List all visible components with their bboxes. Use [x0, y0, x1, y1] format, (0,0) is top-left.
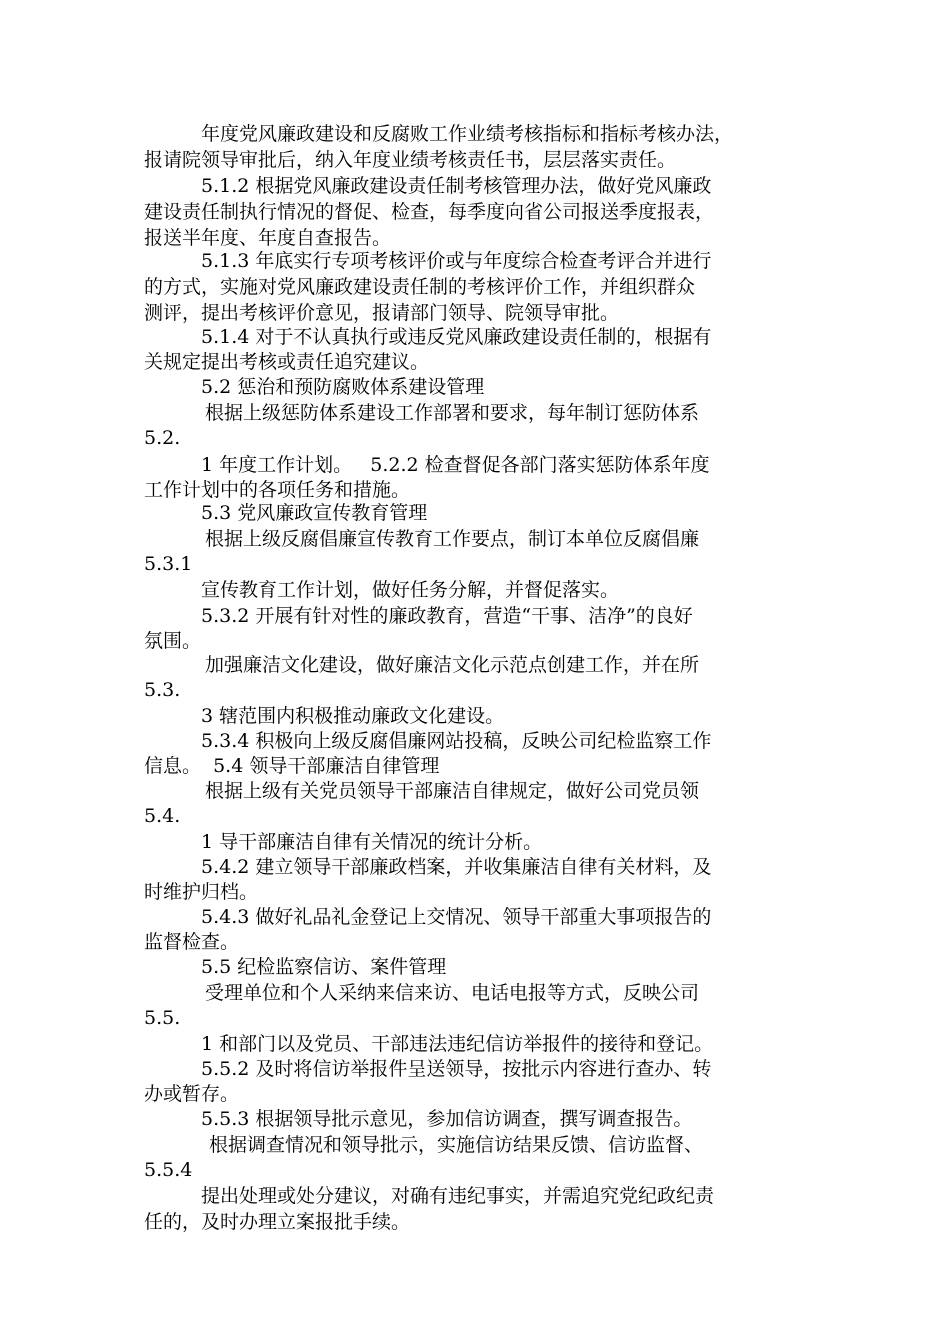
- text-line: 5.1.2 根据党风廉政建设责任制考核管理办法，做好党风廉政: [201, 175, 712, 197]
- text-line: 5.3.4 积极向上级反腐倡廉网站投稿，反映公司纪检监察工作: [201, 730, 712, 752]
- text-line: 加强廉洁文化建设，做好廉洁文化示范点创建工作，并在所: [205, 654, 700, 676]
- text-line: 测评，提出考核评价意见，报请部门领导、院领导审批。: [144, 302, 620, 324]
- text-line: 1 和部门以及党员、干部违法违纪信访举报件的接待和登记。: [201, 1033, 714, 1055]
- text-line: 提出处理或处分建议，对确有违纪事实，并需追究党纪政纪责: [201, 1185, 715, 1207]
- text-line: 根据调查情况和领导批示，实施信访结果反馈、信访监督、: [209, 1134, 704, 1156]
- text-line: 1 导干部廉洁自律有关情况的统计分析。: [201, 831, 543, 853]
- text-line: 根据上级反腐倡廉宣传教育工作要点，制订本单位反腐倡廉: [205, 528, 700, 550]
- text-line: 5.5.3 根据领导批示意见，参加信访调查，撰写调查报告。: [201, 1108, 693, 1130]
- text-line: 时维护归档。: [144, 881, 259, 903]
- text-line: 3 辖范围内积极推动廉政文化建设。: [201, 705, 505, 727]
- clause-number: 5.2.: [144, 427, 181, 449]
- section-heading: 5.3 党风廉政宣传教育管理: [201, 502, 428, 524]
- clause-number: 5.4.: [144, 805, 181, 827]
- text-line: 的方式，实施对党风廉政建设责任制的考核评价工作，并组织群众: [144, 276, 696, 298]
- text-line: 5.4.2 建立领导干部廉政档案，并收集廉洁自律有关材料，及: [201, 856, 712, 878]
- section-heading: 5.5 纪检监察信访、案件管理: [201, 956, 447, 978]
- text-line: 任的，及时办理立案报批手续。: [144, 1211, 411, 1233]
- section-heading: 5.2 惩治和预防腐败体系建设管理: [201, 376, 485, 398]
- text-line: 5.3.2 开展有针对性的廉政教育，营造“干事、洁净”的良好: [201, 605, 693, 627]
- text-line: 年度党风廉政建设和反腐败工作业绩考核指标和指标考核办法，: [201, 123, 734, 145]
- text-line: 办或暂存。: [144, 1083, 240, 1105]
- text-line: 氛围。: [144, 630, 202, 652]
- text-line: 5.5.2 及时将信访举报件呈送领导，按批示内容进行查办、转: [201, 1058, 712, 1080]
- clause-number: 5.5.: [144, 1007, 181, 1029]
- clause-number: 5.5.4: [144, 1159, 193, 1181]
- text-line: 5.4.3 做好礼品礼金登记上交情况、领导干部重大事项报告的: [201, 906, 712, 928]
- text-line: 报送半年度、年度自查报告。: [144, 227, 392, 249]
- text-line: 宣传教育工作计划，做好任务分解，并督促落实。: [201, 579, 620, 601]
- text-line: 根据上级有关党员领导干部廉洁自律规定，做好公司党员领: [205, 780, 700, 802]
- text-line: 关规定提出考核或责任追究建议。: [144, 351, 430, 373]
- text-line: 根据上级惩防体系建设工作部署和要求，每年制订惩防体系: [205, 402, 700, 424]
- text-line: 5.1.3 年底实行专项考核评价或与年度综合检查考评合并进行: [201, 250, 712, 272]
- text-line: 工作计划中的各项任务和措施。: [144, 479, 411, 501]
- text-line: 5.1.4 对于不认真执行或违反党风廉政建设责任制的，根据有: [201, 326, 712, 348]
- clause-number: 5.3.: [144, 679, 181, 701]
- text-line: 监督检查。: [144, 931, 240, 953]
- text-line: 报请院领导审批后，纳入年度业绩考核责任书，层层落实责任。: [144, 149, 677, 171]
- text-line: 信息。 5.4 领导干部廉洁自律管理: [144, 755, 440, 777]
- text-line: 1 年度工作计划。 5.2.2 检查督促各部门落实惩防体系年度: [201, 454, 710, 476]
- text-line: 受理单位和个人采纳来信来访、电话电报等方式，反映公司: [205, 982, 700, 1004]
- text-line: 建设责任制执行情况的督促、检查，每季度向省公司报送季度报表，: [144, 201, 715, 223]
- clause-number: 5.3.1: [144, 553, 193, 575]
